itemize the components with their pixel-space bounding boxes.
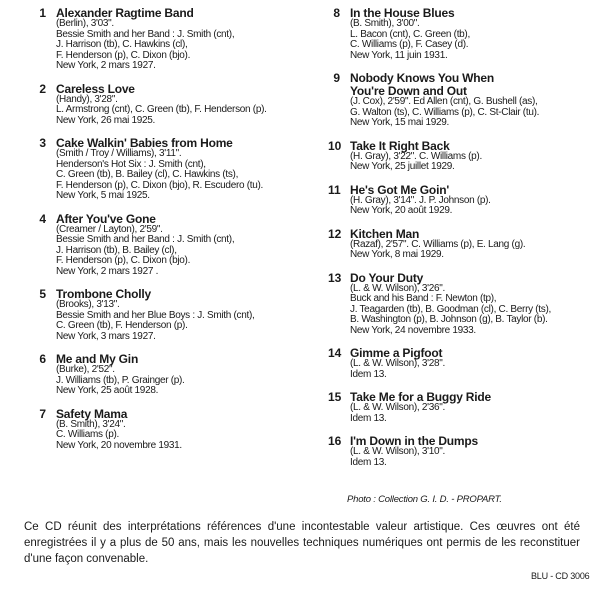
track-title: Nobody Knows You When <box>350 71 495 85</box>
track-detail-line: Idem 13. <box>350 412 387 424</box>
track-detail-line: New York, 8 mai 1929. <box>350 249 444 260</box>
track-detail-line: New York, 24 novembre 1933. <box>350 324 476 336</box>
track-number: 1 <box>39 6 46 20</box>
track-composer-duration: (B. Smith), 3'24". <box>56 418 126 430</box>
track-number: 5 <box>39 287 46 301</box>
track-composer-duration: (L. & W. Wilson), 3'26". <box>350 282 445 294</box>
track-composer-duration: (L. & W. Wilson), 3'10". <box>350 446 445 457</box>
track-detail-line: New York, 3 mars 1927. <box>56 330 156 342</box>
track-detail-line: C. Green (tb), F. Henderson (p). <box>56 320 188 331</box>
track-title: Kitchen Man <box>350 226 420 241</box>
track-composer-duration: (Berlin), 3'03". <box>56 18 114 29</box>
track-entry <box>34 287 304 342</box>
tracklist-right-column <box>328 6 594 478</box>
track-info <box>350 183 594 217</box>
track-info <box>56 287 304 342</box>
track-detail-line: New York, 20 août 1929. <box>350 205 453 216</box>
track-detail-line: New York, 20 novembre 1931. <box>56 439 182 451</box>
track-title: Gimme a Pigfoot <box>350 346 443 360</box>
track-detail-line: New York, 25 juillet 1929. <box>350 161 455 172</box>
track-composer-duration: (L. & W. Wilson), 2'36". <box>350 402 445 413</box>
track-detail-line: Henderson's Hot Six : J. Smith (cnt), <box>56 158 206 170</box>
track-title: In the House Blues <box>350 6 455 20</box>
track-info <box>350 71 594 129</box>
track-title: Take Me for a Buggy Ride <box>350 390 492 404</box>
track-info <box>350 434 594 468</box>
track-title: Me and My Gin <box>56 352 139 366</box>
track-number: 16 <box>328 434 342 448</box>
track-entry <box>34 407 304 452</box>
track-info <box>350 227 594 261</box>
track-entry <box>328 434 594 468</box>
track-entry <box>34 6 304 72</box>
track-detail-line: J. Harrison (tb), C. Hawkins (cl), <box>56 39 188 50</box>
track-info <box>56 407 304 452</box>
track-detail-line: J. Teagarden (tb), B. Goodman (cl), C. Berry (ts), <box>350 303 551 315</box>
track-detail-line: New York, 11 juin 1931. <box>350 49 448 61</box>
track-number: 8 <box>333 6 340 20</box>
track-title: Cake Walkin' Babies from Home <box>56 136 233 150</box>
catalog-number: BLU - CD 3006 <box>531 571 590 581</box>
track-composer-duration: (H. Gray), 3'22". C. Williams (p). <box>350 150 482 162</box>
track-composer-duration: (Smith / Troy / Williams), 3'11". <box>56 148 182 159</box>
track-detail-line: Idem 13. <box>350 456 387 468</box>
track-detail-line: Bessie Smith and her Band : J. Smith (cnt), <box>56 28 235 40</box>
track-title: Safety Mama <box>56 406 128 421</box>
track-info <box>56 212 304 278</box>
photo-credit: Photo : Collection G. I. D. - PROPART. <box>347 494 502 505</box>
track-number: 13 <box>328 270 342 285</box>
track-title-continued: You're Down and Out <box>350 84 467 98</box>
track-title: I'm Down in the Dumps <box>350 434 478 448</box>
track-number: 15 <box>328 390 342 404</box>
track-entry <box>328 271 594 337</box>
track-title: He's Got Me Goin' <box>350 182 449 197</box>
track-composer-duration: (Handy), 3'28". <box>56 93 118 105</box>
track-composer-duration: (Brooks), 3'13". <box>56 299 120 310</box>
track-number: 2 <box>39 81 46 96</box>
track-detail-line: F. Henderson (p), C. Dixon (bjo). <box>56 255 191 266</box>
track-detail-line: J. Williams (tb), P. Grainger (p). <box>56 374 185 386</box>
track-composer-duration: (Burke), 2'52". <box>56 364 115 375</box>
track-entry <box>34 136 304 202</box>
track-composer-duration: (H. Gray), 3'14". J. P. Johnson (p). <box>350 194 491 206</box>
track-composer-duration: (B. Smith), 3'00". <box>350 18 420 29</box>
track-info <box>350 6 594 61</box>
track-info <box>350 139 594 173</box>
track-info <box>56 352 304 397</box>
track-entry <box>34 82 304 127</box>
track-info <box>350 346 594 380</box>
track-composer-duration: (J. Cox), 2'59". Ed Allen (cnt), G. Bushell (as), <box>350 96 538 107</box>
track-detail-line: F. Henderson (p), C. Dixon (bjo), R. Escudero (tu). <box>56 179 264 191</box>
track-detail-line: New York, 2 mars 1927. <box>56 60 156 71</box>
track-detail-line: New York, 25 août 1928. <box>56 385 159 396</box>
track-info <box>56 136 304 202</box>
track-info <box>350 390 594 424</box>
track-number: 7 <box>39 406 46 421</box>
track-entry <box>34 352 304 397</box>
track-detail-line: L. Armstrong (cnt), C. Green (tb), F. Henderson (p). <box>56 104 267 115</box>
track-detail-line: Idem 13. <box>350 368 387 380</box>
track-entry <box>328 390 594 424</box>
track-title: After You've Gone <box>56 211 156 226</box>
track-title: Take It Right Back <box>350 138 450 153</box>
track-title: Careless Love <box>56 81 135 96</box>
track-number: 9 <box>333 71 340 85</box>
track-number: 10 <box>328 138 342 153</box>
track-entry <box>328 6 594 61</box>
track-number: 14 <box>328 346 342 360</box>
track-detail-line: B. Washington (p), B. Johnson (g), B. Taylor (b). <box>350 314 548 325</box>
track-info <box>56 82 304 127</box>
track-detail-line: Bessie Smith and her Band : J. Smith (cnt), <box>56 234 235 245</box>
track-entry <box>328 346 594 380</box>
track-info <box>56 6 304 72</box>
footer-text: Ce CD réunit des interprétations références d'une incontestable valeur artistique. Ces œuvres ont été enregistrées il y a plus de 50 ans, mais les nouvelles techniques numériques ont permis de les reconstituer d'une façon convenable. <box>24 521 580 565</box>
track-entry <box>328 71 594 129</box>
track-title: Alexander Ragtime Band <box>56 6 194 20</box>
track-detail-line: C. Green (tb), B. Bailey (cl), C. Hawkins (ts), <box>56 169 239 180</box>
track-number: 4 <box>39 211 46 226</box>
track-composer-duration: (L. & W. Wilson), 3'28". <box>350 358 445 369</box>
track-detail-line: New York, 26 mai 1925. <box>56 114 156 126</box>
track-title: Do Your Duty <box>350 270 424 285</box>
track-detail-line: Buck and his Band : F. Newton (tp), <box>350 293 497 304</box>
track-entry <box>328 139 594 173</box>
track-detail-line: G. Walton (ts), C. Williams (p), C. St-Clair (tu). <box>350 106 540 118</box>
track-entry <box>34 212 304 278</box>
track-number: 6 <box>39 352 46 366</box>
track-number: 3 <box>39 136 46 150</box>
track-entry <box>328 227 594 261</box>
track-entry <box>328 183 594 217</box>
tracklist-left-column <box>34 6 304 461</box>
track-detail-line: J. Harrison (tb), B. Bailey (cl), <box>56 244 177 256</box>
track-detail-line: New York, 2 mars 1927 . <box>56 265 159 277</box>
track-composer-duration: (Razaf), 2'57". C. Williams (p), E. Lang (g). <box>350 238 526 250</box>
track-detail-line: C. Williams (p). <box>56 429 119 440</box>
track-title: Trombone Cholly <box>56 287 152 301</box>
track-number: 11 <box>328 182 341 197</box>
track-detail-line: F. Henderson (p), C. Dixon (bjo). <box>56 49 191 61</box>
track-composer-duration: (Creamer / Layton), 2'59". <box>56 223 163 235</box>
track-detail-line: C. Williams (p), F. Casey (d). <box>350 39 469 50</box>
track-detail-line: L. Bacon (cnt), C. Green (tb), <box>350 28 470 40</box>
track-detail-line: New York, 15 mai 1929. <box>350 117 450 128</box>
track-detail-line: New York, 5 mai 1925. <box>56 190 150 201</box>
track-detail-line: Bessie Smith and her Blue Boys : J. Smith (cnt), <box>56 309 255 321</box>
track-number: 12 <box>328 226 342 241</box>
track-info <box>350 271 594 337</box>
